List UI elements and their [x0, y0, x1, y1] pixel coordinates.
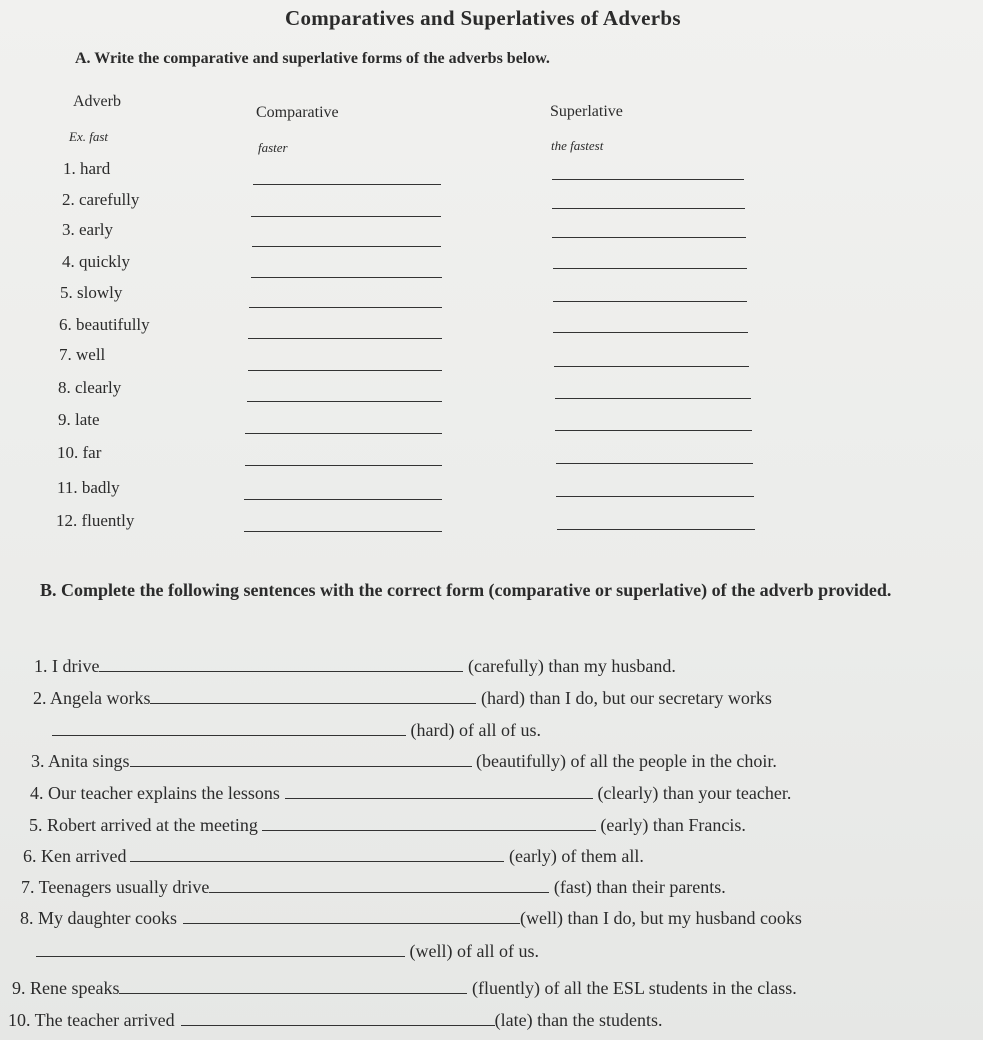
sentence-2-blank[interactable] — [150, 689, 476, 704]
sentence-10-start: 10. The teacher arrived — [8, 1010, 175, 1030]
sentence-10 — [8, 1010, 663, 1031]
example-adverb: Ex. fast — [69, 129, 108, 144]
sentence-8b-end: (well) of all of us. — [409, 941, 539, 961]
sentence-3 — [31, 751, 777, 772]
sentence-4-blank[interactable] — [285, 784, 593, 799]
sentence-8-start: 8. My daughter cooks — [20, 908, 177, 928]
blank-superlative-6[interactable] — [553, 332, 748, 333]
sentence-7-end: (fast) than their parents. — [553, 877, 726, 897]
sentence-6-end: (early) of them all. — [508, 846, 644, 866]
blank-comparative-11[interactable] — [244, 499, 442, 500]
blank-comparative-1[interactable] — [253, 184, 441, 185]
blank-comparative-3[interactable] — [252, 246, 441, 247]
sentence-2-start: 2. Angela works — [33, 688, 151, 708]
header-comparative: Comparative — [256, 104, 339, 121]
blank-superlative-4[interactable] — [553, 268, 747, 269]
blank-comparative-2[interactable] — [251, 216, 441, 217]
sentence-9-end: (fluently) of all the ESL students in the class. — [471, 978, 797, 998]
sentence-5-blank[interactable] — [262, 816, 596, 831]
sentence-6-start: 6. Ken arrived — [23, 846, 127, 866]
sentence-3-blank[interactable] — [130, 752, 472, 767]
sentence-8 — [20, 908, 802, 929]
item-fluently: 12. fluently — [56, 511, 135, 530]
blank-comparative-12[interactable] — [244, 531, 442, 532]
sentence-2b-end: (hard) of all of us. — [410, 720, 541, 740]
sentence-1 — [34, 656, 676, 677]
section-b-instruction: B. Complete the following sentences with the correct form (comparative or superlative) of the adverb provided. — [40, 580, 892, 600]
sentence-2b-blank[interactable] — [52, 721, 406, 736]
blank-comparative-9[interactable] — [245, 433, 442, 434]
blank-comparative-10[interactable] — [245, 465, 442, 466]
sentence-7 — [21, 877, 726, 898]
sentence-8-blank[interactable] — [183, 909, 520, 924]
section-a-instruction: A. Write the comparative and superlative forms of the adverbs below. — [75, 50, 550, 67]
sentence-7-blank[interactable] — [209, 878, 549, 893]
blank-superlative-5[interactable] — [553, 301, 747, 302]
blank-superlative-3[interactable] — [552, 237, 746, 238]
sentence-3-start: 3. Anita sings — [31, 751, 130, 771]
blank-comparative-8[interactable] — [247, 401, 442, 402]
header-superlative: Superlative — [550, 103, 623, 120]
blank-comparative-5[interactable] — [249, 307, 442, 308]
blank-superlative-8[interactable] — [555, 398, 751, 399]
sentence-4-end: (clearly) than your teacher. — [597, 783, 792, 803]
item-carefully: 2. carefully — [62, 190, 140, 209]
item-far: 10. far — [57, 443, 102, 462]
blank-superlative-12[interactable] — [557, 529, 755, 530]
sentence-9 — [12, 978, 797, 999]
sentence-6-blank[interactable] — [130, 847, 504, 862]
item-badly: 11. badly — [57, 478, 120, 497]
sentence-1-start: 1. I drive — [34, 656, 100, 676]
worksheet-title: Comparatives and Superlatives of Adverbs — [285, 6, 681, 30]
sentence-2-continued — [52, 720, 541, 741]
sentence-3-end: (beautifully) of all the people in the choir. — [476, 751, 777, 771]
sentence-4-start: 4. Our teacher explains the lessons — [30, 783, 280, 803]
blank-comparative-6[interactable] — [248, 338, 442, 339]
sentence-9-blank[interactable] — [119, 979, 467, 994]
sentence-5-end: (early) than Francis. — [600, 815, 746, 835]
header-adverb: Adverb — [73, 93, 121, 110]
item-beautifully: 6. beautifully — [59, 315, 150, 334]
item-slowly: 5. slowly — [60, 283, 123, 302]
example-comparative: faster — [258, 140, 288, 155]
sentence-5-start: 5. Robert arrived at the meeting — [29, 815, 258, 835]
sentence-8-end: (well) than I do, but my husband cooks — [519, 908, 802, 928]
sentence-7-start: 7. Teenagers usually drive — [21, 877, 210, 897]
blank-comparative-4[interactable] — [251, 277, 442, 278]
sentence-2-end: (hard) than I do, but our secretary works — [480, 688, 772, 708]
blank-superlative-9[interactable] — [555, 430, 752, 431]
sentence-10-end: (late) than the students. — [494, 1010, 663, 1030]
sentence-2 — [33, 688, 772, 709]
blank-superlative-11[interactable] — [556, 496, 754, 497]
sentence-1-end: (carefully) than my husband. — [467, 656, 676, 676]
sentence-10-blank[interactable] — [181, 1011, 495, 1026]
sentence-8-continued — [36, 941, 539, 962]
sentence-5 — [29, 815, 746, 836]
blank-superlative-7[interactable] — [554, 366, 749, 367]
blank-superlative-10[interactable] — [556, 463, 753, 464]
sentence-9-start: 9. Rene speaks — [12, 978, 120, 998]
sentence-1-blank[interactable] — [99, 657, 463, 672]
sentence-8b-blank[interactable] — [36, 942, 405, 957]
example-superlative: the fastest — [551, 138, 604, 153]
item-quickly: 4. quickly — [62, 252, 130, 271]
item-clearly: 8. clearly — [58, 378, 122, 397]
blank-comparative-7[interactable] — [248, 370, 442, 371]
blank-superlative-2[interactable] — [552, 208, 745, 209]
item-well: 7. well — [59, 345, 106, 364]
item-hard: 1. hard — [63, 159, 111, 178]
sentence-4 — [30, 783, 791, 804]
item-early: 3. early — [62, 220, 113, 239]
item-late: 9. late — [58, 410, 100, 429]
blank-superlative-1[interactable] — [552, 179, 744, 180]
sentence-6 — [23, 846, 644, 867]
